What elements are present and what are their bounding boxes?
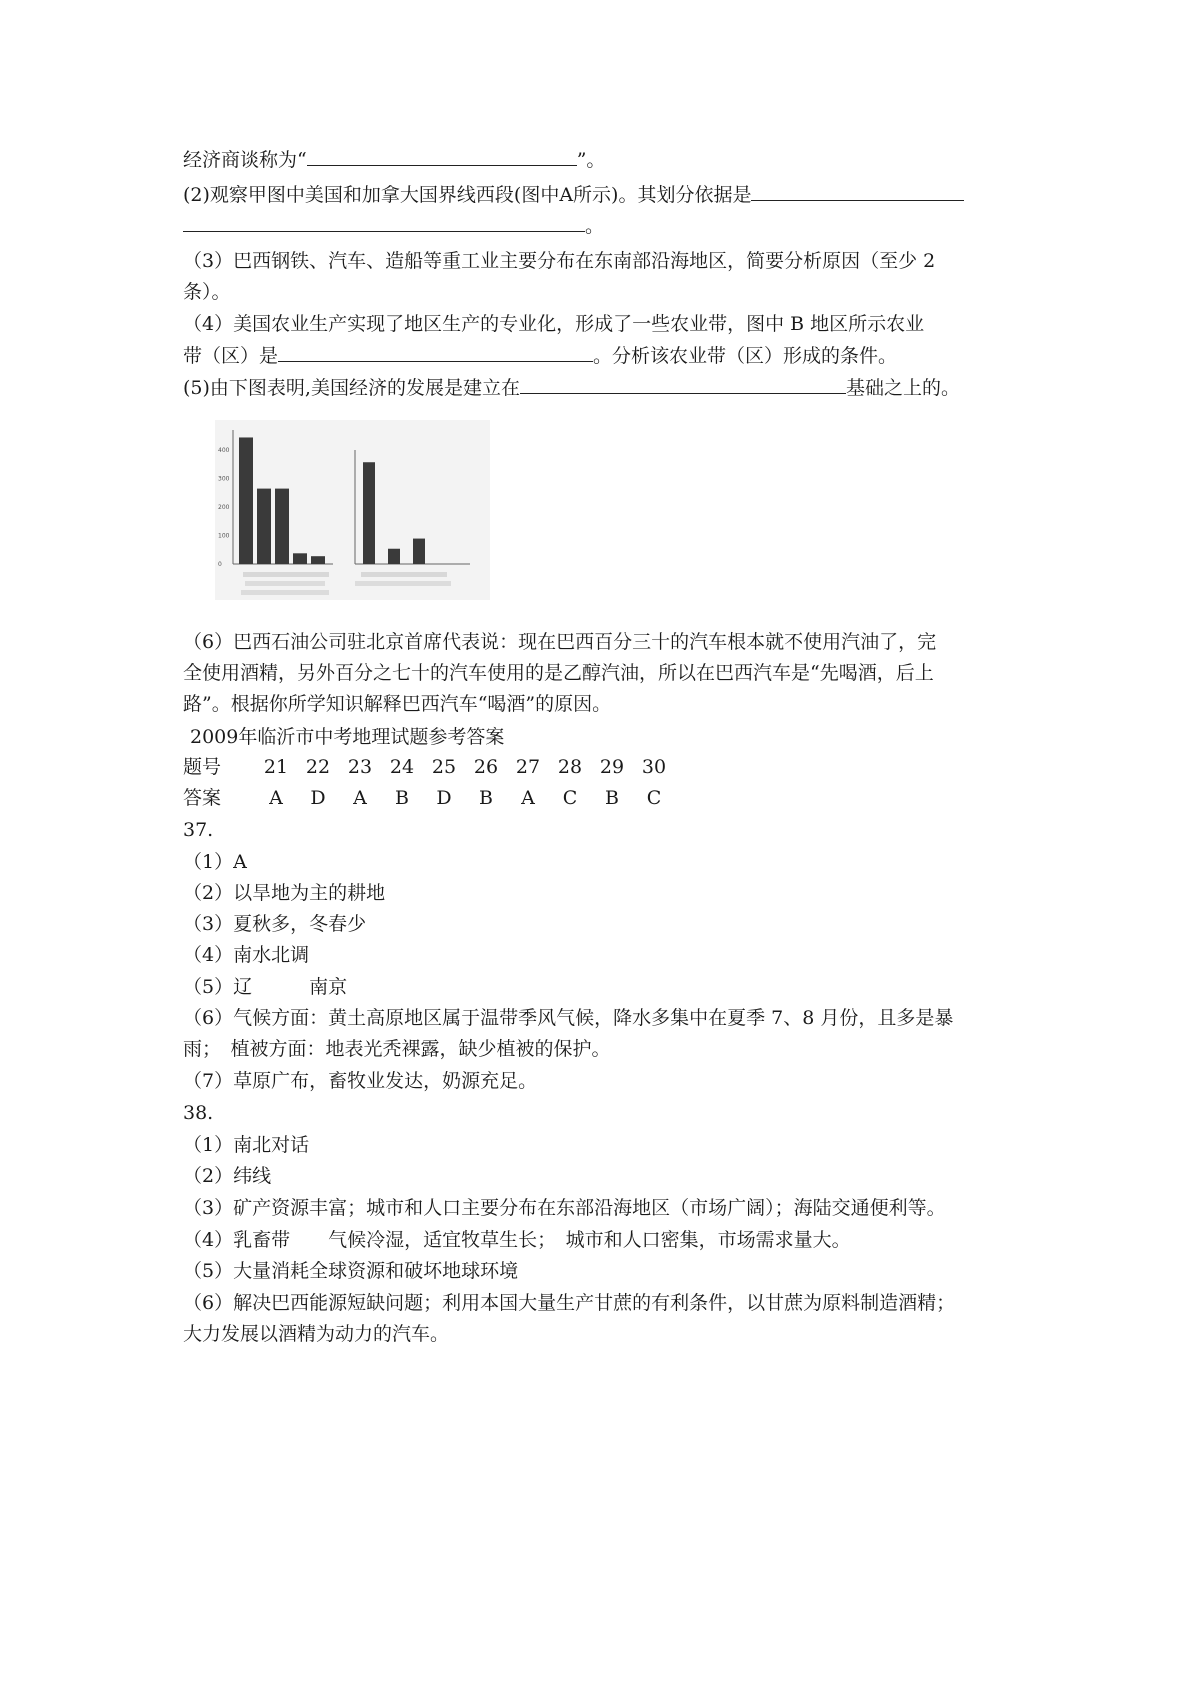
answer-letter: B	[479, 787, 493, 809]
chart1-caption-line2	[245, 581, 325, 586]
answer-38-item: （3）矿产资源丰富；城市和人口主要分布在东部沿海地区（市场广阔）；海陆交通便利等。	[183, 1197, 946, 1219]
chart1-y-tick-label: 400	[218, 447, 230, 454]
answers-title: 2009年临沂市中考地理试题参考答案	[190, 726, 505, 748]
chart1-y-tick-label: 0	[218, 561, 222, 568]
answer-number: 24	[389, 756, 415, 778]
answer-number: 28	[557, 756, 583, 778]
chart2-caption-line1	[361, 572, 447, 577]
chart1-bar	[239, 437, 253, 564]
answer-37-item: （7）草原广布，畜牧业发达，奶源充足。	[183, 1070, 538, 1092]
answer-38-item: （1）南北对话	[183, 1134, 310, 1156]
chart1-bar	[275, 489, 289, 564]
chart1-y-tick-label: 300	[218, 475, 230, 483]
q1-prefix: 经济商谈称为“	[183, 149, 307, 171]
answer-37-item: （4）南水北调	[183, 944, 310, 966]
chart1-y-tick-label: 200	[218, 504, 230, 511]
answer-37-item: （5）辽 南京	[183, 976, 348, 998]
question-4-line2	[183, 344, 897, 368]
answer-letter: C	[562, 787, 578, 809]
answer-37-heading: 37.	[183, 819, 214, 841]
answer-blank	[183, 215, 585, 232]
charts-svg	[215, 420, 490, 600]
answer-38-heading: 38.	[183, 1102, 214, 1124]
chart1-bar	[293, 553, 307, 564]
answer-number: 27	[515, 756, 541, 778]
answer-blank	[278, 345, 593, 362]
answer-38-item: （4）乳畜带 气候冷湿，适宜牧草生长； 城市和人口密集，市场需求量大。	[183, 1229, 851, 1251]
answer-blank	[520, 377, 846, 394]
bar-charts-figure	[215, 420, 490, 600]
q5-suffix: 基础之上的。	[845, 377, 960, 399]
q2-end: 。	[585, 215, 605, 237]
answer-37-item: （6）气候方面：黄土高原地区属于温带季风气候，降水多集中在夏季 7、8 月份，且多是暴	[183, 1007, 954, 1029]
chart1-y-ticks	[218, 447, 230, 568]
answer-37-item: （1）A	[183, 851, 247, 873]
answer-letter: A	[521, 787, 535, 809]
q5-prefix: (5)由下图表明,美国经济的发展是建立在	[183, 377, 520, 399]
q4-suffix: 。分析该农业带（区）形成的条件。	[593, 345, 898, 367]
question-3-line2: 条）。	[183, 281, 231, 303]
answer-37-item: 雨； 植被方面：地表光秃裸露，缺少植被的保护。	[183, 1038, 611, 1060]
answer-blank	[307, 149, 577, 166]
chart2-bar	[413, 539, 425, 564]
question-2	[183, 183, 964, 207]
answer-letter: D	[310, 787, 326, 809]
chart1-bar	[311, 556, 325, 564]
answer-letter: C	[646, 787, 662, 809]
question-6-line1: （6）巴西石油公司驻北京首席代表说：现在巴西百分三十的汽车根本就不使用汽油了，完	[183, 631, 937, 653]
row-label-answer: 答案	[183, 787, 222, 809]
answer-38-item: （2）纬线	[183, 1165, 272, 1187]
question-1-tail	[183, 148, 605, 172]
q2-text: (2)观察甲图中美国和加拿大国界线西段(图中A所示)。其划分依据是	[183, 184, 752, 206]
question-2-cont	[183, 214, 604, 238]
answer-letter: A	[353, 787, 367, 809]
chart2-bars	[363, 462, 425, 564]
question-3-line1: （3）巴西钢铁、汽车、造船等重工业主要分布在东南部沿海地区，简要分析原因（至少 2	[183, 250, 936, 272]
question-5	[183, 376, 960, 400]
question-6-line2: 全使用酒精，另外百分之七十的汽车使用的是乙醇汽油，所以在巴西汽车是“先喝酒，后上	[183, 662, 934, 684]
answer-letter: B	[605, 787, 619, 809]
chart1-bars	[239, 437, 325, 564]
answer-number: 26	[473, 756, 499, 778]
answer-38-item: （5）大量消耗全球资源和破坏地球环境	[183, 1260, 519, 1282]
chart2-bar	[388, 549, 400, 564]
chart1-caption-line3	[241, 590, 329, 595]
chart1-y-tick-label: 100	[218, 532, 230, 540]
answer-number: 29	[599, 756, 625, 778]
row-label-question: 题号	[183, 756, 222, 778]
answer-number: 30	[641, 756, 667, 778]
answer-38-item: 大力发展以酒精为动力的汽车。	[183, 1323, 450, 1345]
answer-number: 23	[347, 756, 373, 778]
q1-suffix: ”。	[576, 149, 606, 171]
q4-prefix: 带（区）是	[183, 345, 279, 367]
chart1-bar	[257, 489, 271, 564]
answer-number: 25	[431, 756, 457, 778]
question-4-line1: （4）美国农业生产实现了地区生产的专业化，形成了一些农业带，图中 B 地区所示农业	[183, 313, 925, 335]
answer-letter: A	[269, 787, 283, 809]
answer-row-letters	[183, 786, 703, 810]
answer-number: 21	[263, 756, 289, 778]
answer-37-item: （2）以旱地为主的耕地	[183, 882, 386, 904]
answer-letter: D	[436, 787, 452, 809]
chart2-caption-line2	[355, 581, 451, 586]
answer-37-item: （3）夏秋多，冬春少	[183, 913, 367, 935]
question-6-line3: 路”。根据你所学知识解释巴西汽车“喝酒”的原因。	[183, 693, 612, 715]
answer-blank	[751, 184, 964, 201]
answer-number: 22	[305, 756, 331, 778]
answer-letter: B	[395, 787, 409, 809]
answer-38-item: （6）解决巴西能源短缺问题；利用本国大量生产甘蔗的有利条件，以甘蔗为原料制造酒精；	[183, 1292, 956, 1314]
chart2-bar	[363, 462, 375, 564]
answer-row-numbers	[183, 755, 703, 779]
chart1-caption-line1	[243, 572, 329, 577]
